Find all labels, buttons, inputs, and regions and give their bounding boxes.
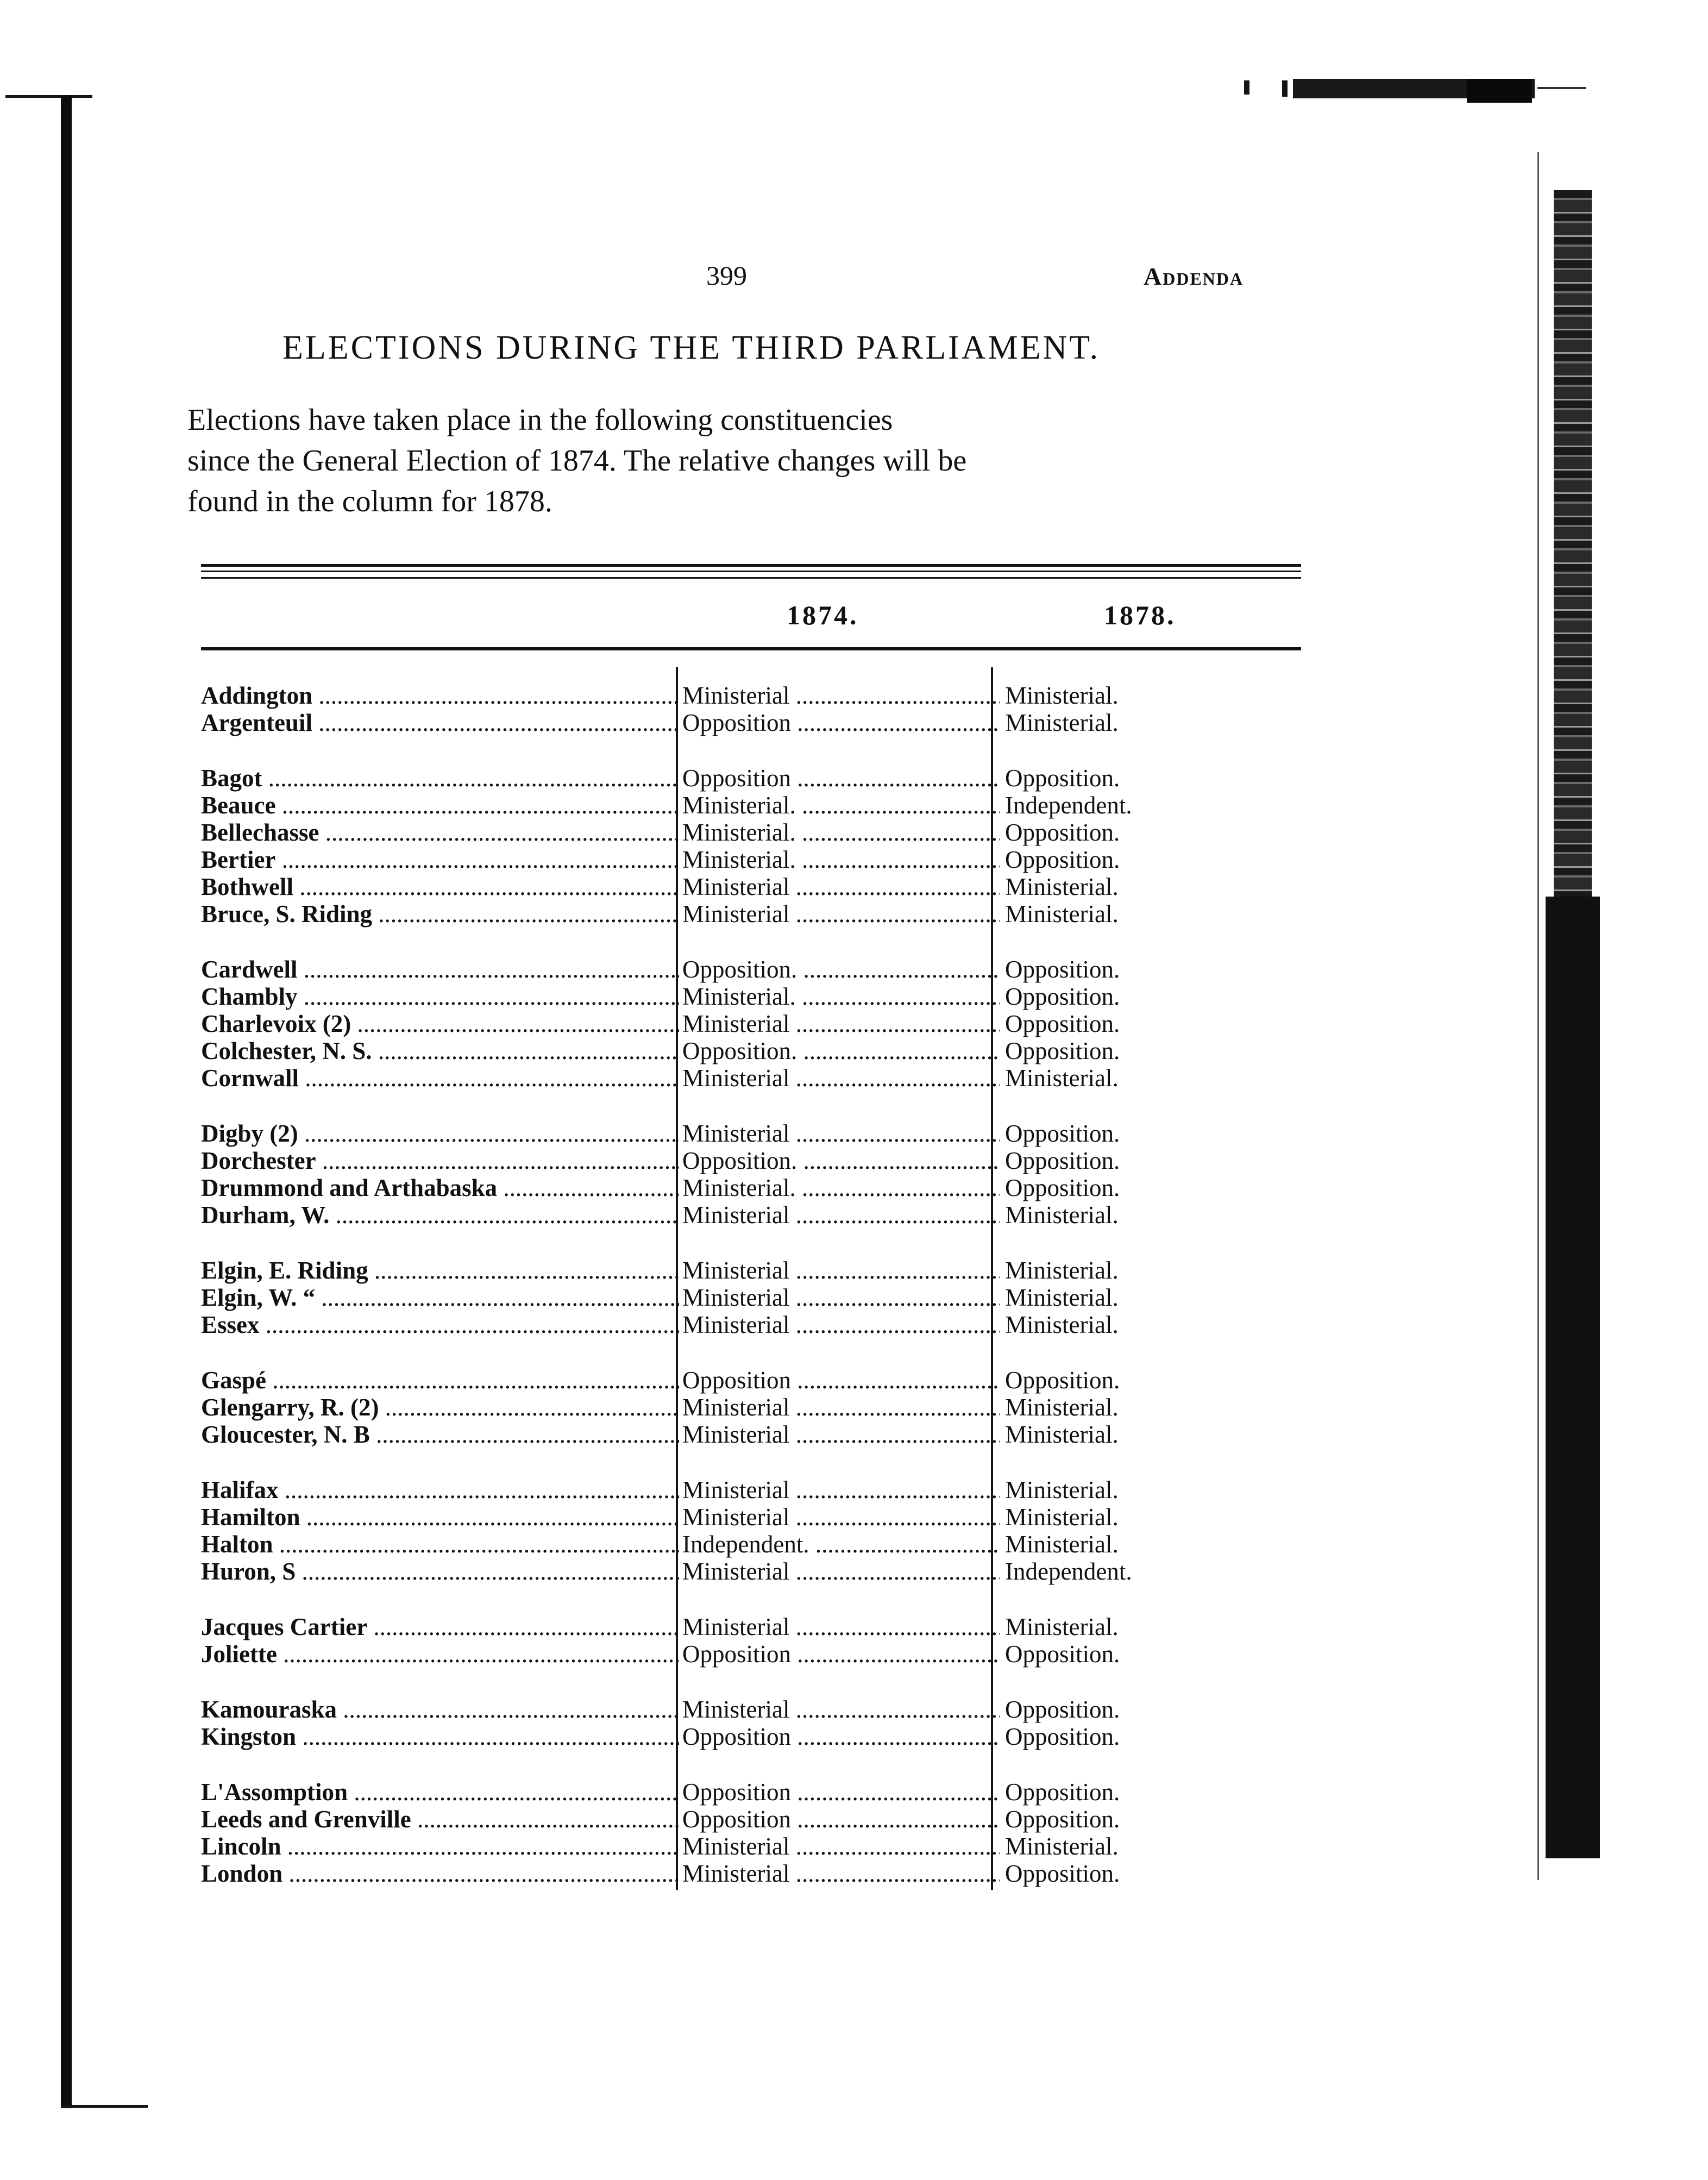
- table-row: [201, 873, 1211, 900]
- result-1874: Opposition. .....: [679, 1037, 1000, 1064]
- result-1874: Opposition .....: [679, 1367, 1000, 1394]
- constituency-group: [201, 1120, 1211, 1229]
- constituency-name: Cardwell .....: [201, 956, 679, 983]
- result-1878: Ministerial.: [1005, 1421, 1119, 1448]
- constituency-name: Halton .....: [201, 1531, 679, 1558]
- constituency-name: Bertier .....: [201, 846, 679, 873]
- constituency-name: Lincoln .....: [201, 1833, 679, 1860]
- table-row: [201, 1120, 1211, 1147]
- result-1878: Opposition.: [1005, 956, 1120, 983]
- result-1878: Ministerial.: [1005, 1311, 1119, 1338]
- scan-margin-tick: [61, 2105, 148, 2108]
- table-row: [201, 1421, 1211, 1448]
- constituency-group: [201, 1367, 1211, 1448]
- constituency-name: Cornwall .....: [201, 1064, 679, 1092]
- result-1874: Ministerial. .....: [679, 792, 1000, 819]
- constituency-name: Dorchester .....: [201, 1147, 679, 1174]
- constituency-name: Chambly .....: [201, 983, 679, 1010]
- constituency-name: Jacques Cartier .....: [201, 1613, 679, 1640]
- result-1874: Ministerial .....: [679, 1257, 1000, 1284]
- result-1874: Ministerial .....: [679, 1120, 1000, 1147]
- table-top-rule: [201, 577, 1301, 579]
- table-row: [201, 1174, 1211, 1201]
- constituency-group: [201, 682, 1211, 736]
- constituency-name: Argenteuil .....: [201, 709, 679, 736]
- result-1874: Ministerial .....: [679, 1394, 1000, 1421]
- result-1874: Ministerial .....: [679, 1201, 1000, 1229]
- scan-edge-rule: [1537, 87, 1586, 89]
- scan-page-edge: [1537, 152, 1539, 1880]
- result-1874: Ministerial .....: [679, 1613, 1000, 1640]
- table-row: [201, 1778, 1211, 1806]
- result-1878: Independent.: [1005, 792, 1132, 819]
- result-1878: Opposition.: [1005, 1806, 1120, 1833]
- constituency-name: Addington .....: [201, 682, 679, 709]
- result-1874: Ministerial .....: [679, 1696, 1000, 1723]
- page-number: 399: [706, 260, 747, 291]
- result-1878: Opposition.: [1005, 1037, 1120, 1064]
- constituency-name: Gloucester, N. B .....: [201, 1421, 679, 1448]
- constituency-name: Kamouraska .....: [201, 1696, 679, 1723]
- constituency-name: London .....: [201, 1860, 679, 1887]
- result-1878: Ministerial.: [1005, 1504, 1119, 1531]
- result-1874: Ministerial .....: [679, 1558, 1000, 1585]
- constituency-name: L'Assomption .....: [201, 1778, 679, 1806]
- scan-margin-tick: [5, 95, 92, 98]
- result-1874: Ministerial .....: [679, 1284, 1000, 1311]
- table-row: [201, 682, 1211, 709]
- result-1878: Opposition.: [1005, 1120, 1120, 1147]
- result-1874: Opposition. .....: [679, 956, 1000, 983]
- result-1878: Ministerial.: [1005, 1476, 1119, 1504]
- result-1874: Independent. .....: [679, 1531, 1000, 1558]
- table-row: [201, 1531, 1211, 1558]
- table-row: [201, 1147, 1211, 1174]
- table-row: [201, 1613, 1211, 1640]
- table-row: [201, 1284, 1211, 1311]
- table-row: [201, 1504, 1211, 1531]
- table-row: [201, 1064, 1211, 1092]
- constituency-group: [201, 1257, 1211, 1338]
- result-1874: Ministerial .....: [679, 1064, 1000, 1092]
- result-1878: Opposition.: [1005, 1640, 1120, 1668]
- table-row: [201, 1010, 1211, 1037]
- scan-edge-bar: [1467, 79, 1532, 103]
- result-1878: Opposition.: [1005, 1010, 1120, 1037]
- constituency-name: Drummond and Arthabaska .....: [201, 1174, 679, 1201]
- table-row: [201, 819, 1211, 846]
- result-1874: Ministerial .....: [679, 1860, 1000, 1887]
- constituency-name: Digby (2) .....: [201, 1120, 679, 1147]
- scan-adjacent-page-strip: [1546, 897, 1600, 1858]
- column-header-1878: 1878.: [1104, 600, 1176, 630]
- result-1878: Opposition.: [1005, 1147, 1120, 1174]
- table-row: [201, 792, 1211, 819]
- result-1878: Ministerial.: [1005, 1531, 1119, 1558]
- result-1874: Ministerial .....: [679, 900, 1000, 928]
- constituency-name: Hamilton .....: [201, 1504, 679, 1531]
- result-1874: Ministerial .....: [679, 1833, 1000, 1860]
- table-row: [201, 1394, 1211, 1421]
- result-1878: Opposition.: [1005, 983, 1120, 1010]
- table-row: [201, 846, 1211, 873]
- table-row: [201, 1367, 1211, 1394]
- result-1874: Opposition .....: [679, 1778, 1000, 1806]
- result-1874: Opposition .....: [679, 1806, 1000, 1833]
- table-row: [201, 1806, 1211, 1833]
- table-top-rule: [201, 564, 1301, 567]
- constituency-group: [201, 1778, 1211, 1887]
- result-1874: Ministerial .....: [679, 1311, 1000, 1338]
- result-1878: Ministerial.: [1005, 682, 1119, 709]
- result-1874: Ministerial .....: [679, 1504, 1000, 1531]
- intro-line: found in the column for 1878.: [187, 485, 552, 518]
- intro-line: Elections have taken place in the following constituencies: [187, 403, 893, 437]
- section-title: ELECTIONS DURING THE THIRD PARLIAMENT.: [282, 329, 1101, 366]
- constituency-name: Bellechasse .....: [201, 819, 679, 846]
- result-1874: Ministerial. .....: [679, 983, 1000, 1010]
- constituency-name: Beauce .....: [201, 792, 679, 819]
- table-row: [201, 1696, 1211, 1723]
- scan-binding-edge: [61, 95, 72, 2108]
- result-1878: Ministerial.: [1005, 1257, 1119, 1284]
- result-1878: Ministerial.: [1005, 873, 1119, 900]
- table-row: [201, 956, 1211, 983]
- result-1878: Ministerial.: [1005, 1284, 1119, 1311]
- result-1878: Ministerial.: [1005, 1064, 1119, 1092]
- result-1874: Ministerial .....: [679, 1421, 1000, 1448]
- result-1878: Ministerial.: [1005, 1833, 1119, 1860]
- result-1878: Opposition.: [1005, 1367, 1120, 1394]
- constituency-group: [201, 1476, 1211, 1585]
- constituency-name: Elgin, E. Riding .....: [201, 1257, 679, 1284]
- result-1878: Opposition.: [1005, 846, 1120, 873]
- constituency-name: Huron, S .....: [201, 1558, 679, 1585]
- constituency-name: Halifax .....: [201, 1476, 679, 1504]
- result-1878: Opposition.: [1005, 1174, 1120, 1201]
- constituency-name: Durham, W. .....: [201, 1201, 679, 1229]
- table-row: [201, 1723, 1211, 1750]
- result-1874: Ministerial .....: [679, 873, 1000, 900]
- constituency-name: Leeds and Grenville .....: [201, 1806, 679, 1833]
- table-row: [201, 1476, 1211, 1504]
- result-1874: Ministerial .....: [679, 682, 1000, 709]
- table-top-rule: [201, 571, 1301, 572]
- result-1878: Ministerial.: [1005, 1201, 1119, 1229]
- result-1878: Opposition.: [1005, 765, 1120, 792]
- result-1878: Opposition.: [1005, 819, 1120, 846]
- result-1878: Ministerial.: [1005, 1394, 1119, 1421]
- column-header-1874: 1874.: [787, 600, 859, 630]
- table-row: [201, 1640, 1211, 1668]
- table-row: [201, 983, 1211, 1010]
- table-row: [201, 900, 1211, 928]
- table-row: [201, 1311, 1211, 1338]
- result-1874: Ministerial .....: [679, 1010, 1000, 1037]
- constituency-name: Colchester, N. S. .....: [201, 1037, 679, 1064]
- result-1878: Opposition.: [1005, 1860, 1120, 1887]
- intro-line: since the General Election of 1874. The relative changes will be: [187, 444, 967, 478]
- elections-table: [201, 682, 1211, 1915]
- constituency-name: Bruce, S. Riding .....: [201, 900, 679, 928]
- result-1874: Opposition .....: [679, 709, 1000, 736]
- result-1874: Ministerial. .....: [679, 819, 1000, 846]
- table-row: [201, 1257, 1211, 1284]
- constituency-name: Bagot .....: [201, 765, 679, 792]
- constituency-name: Bothwell .....: [201, 873, 679, 900]
- table-row: [201, 1860, 1211, 1887]
- constituency-group: [201, 765, 1211, 928]
- result-1878: Opposition.: [1005, 1778, 1120, 1806]
- table-row: [201, 1037, 1211, 1064]
- result-1874: Ministerial .....: [679, 1476, 1000, 1504]
- constituency-name: Glengarry, R. (2) .....: [201, 1394, 679, 1421]
- constituency-name: Elgin, W. “ .....: [201, 1284, 679, 1311]
- result-1874: Ministerial. .....: [679, 846, 1000, 873]
- result-1874: Ministerial. .....: [679, 1174, 1000, 1201]
- constituency-name: Joliette .....: [201, 1640, 679, 1668]
- scan-mark: [1244, 80, 1249, 95]
- constituency-name: Kingston .....: [201, 1723, 679, 1750]
- result-1878: Ministerial.: [1005, 709, 1119, 736]
- result-1874: Opposition .....: [679, 765, 1000, 792]
- table-row: [201, 1833, 1211, 1860]
- constituency-group: [201, 1696, 1211, 1750]
- constituency-group: [201, 956, 1211, 1092]
- table-row: [201, 1558, 1211, 1585]
- result-1878: Opposition.: [1005, 1723, 1120, 1750]
- constituency-name: Gaspé .....: [201, 1367, 679, 1394]
- table-row: [201, 765, 1211, 792]
- header-bottom-rule: [201, 647, 1301, 650]
- result-1874: Opposition .....: [679, 1640, 1000, 1668]
- constituency-name: Essex .....: [201, 1311, 679, 1338]
- table-row: [201, 709, 1211, 736]
- result-1878: Independent.: [1005, 1558, 1132, 1585]
- result-1878: Ministerial.: [1005, 900, 1119, 928]
- result-1874: Opposition .....: [679, 1723, 1000, 1750]
- scan-mark: [1282, 80, 1288, 97]
- constituency-name: Charlevoix (2) .....: [201, 1010, 679, 1037]
- table-row: [201, 1201, 1211, 1229]
- result-1874: Opposition. .....: [679, 1147, 1000, 1174]
- result-1878: Ministerial.: [1005, 1613, 1119, 1640]
- running-head: Addenda: [1144, 262, 1244, 290]
- result-1878: Opposition.: [1005, 1696, 1120, 1723]
- intro-paragraph: [187, 400, 1301, 522]
- constituency-group: [201, 1613, 1211, 1668]
